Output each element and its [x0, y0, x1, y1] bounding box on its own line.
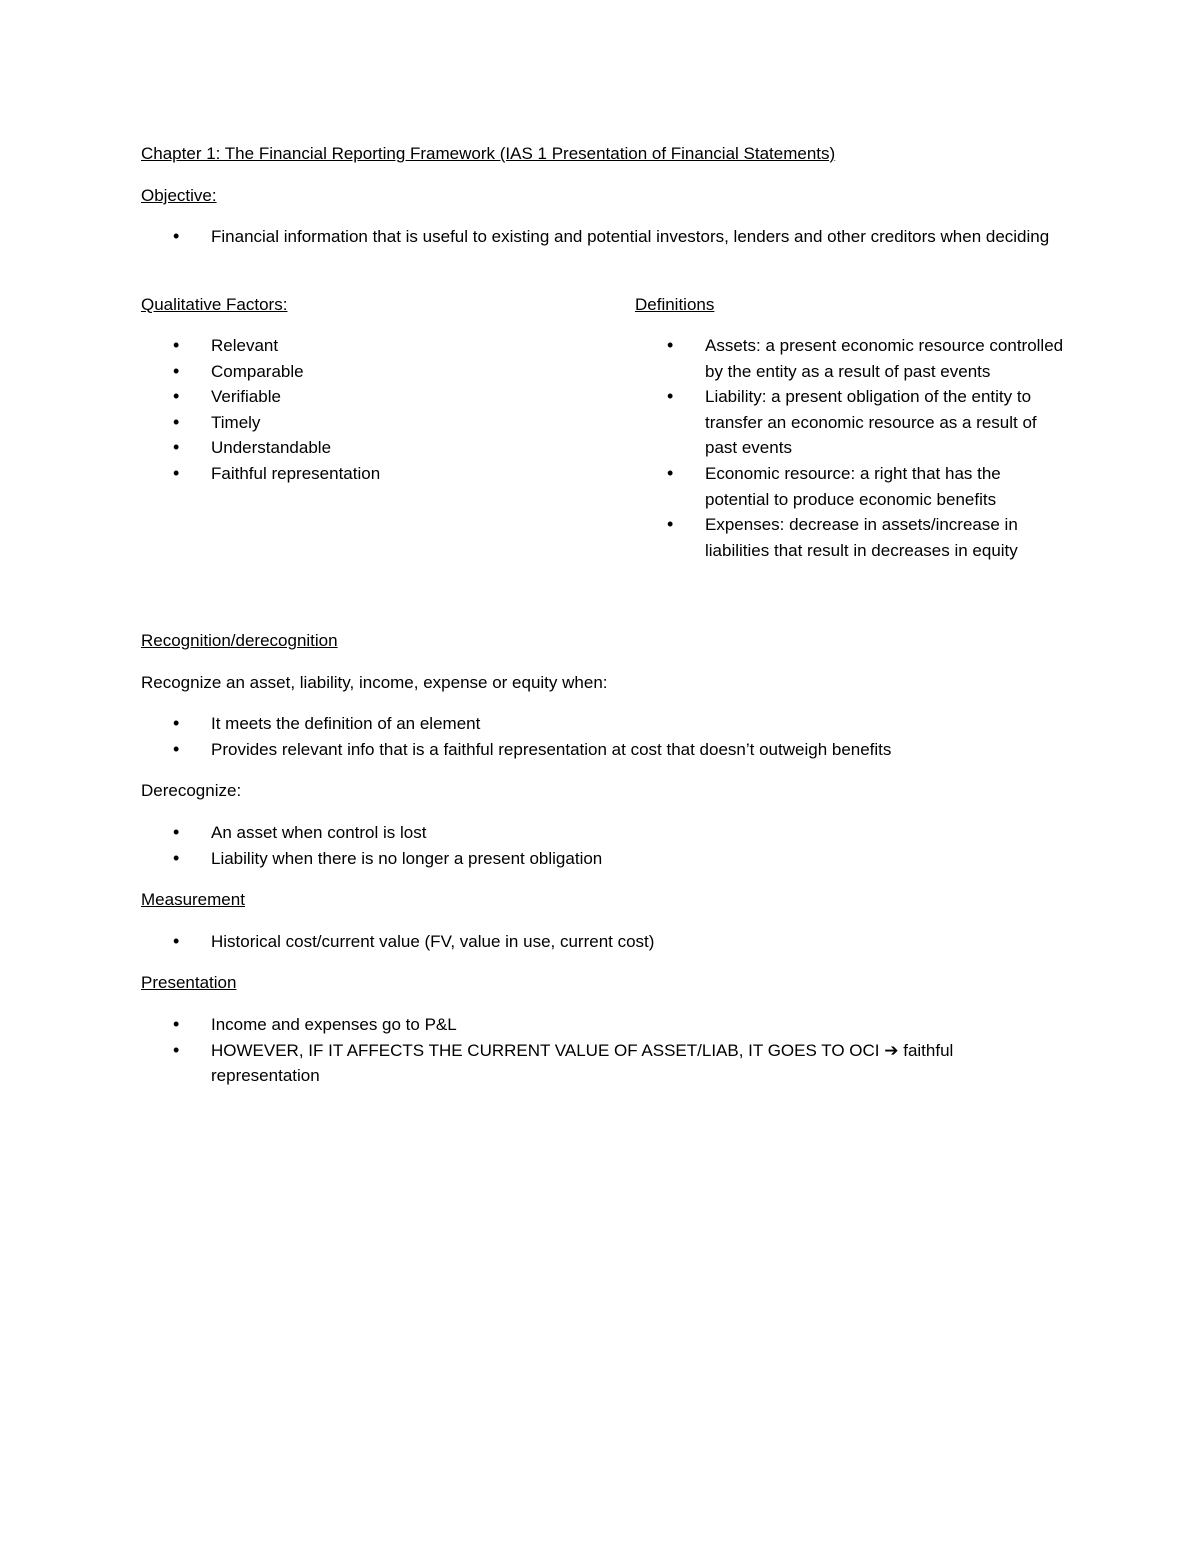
recognition-intro: Recognize an asset, liability, income, expense or equity when: [141, 673, 608, 692]
qualitative-list [141, 333, 581, 487]
objective-list [141, 224, 1061, 250]
page-title: Chapter 1: The Financial Reporting Framework (IAS 1 Presentation of Financial Statements) [141, 144, 836, 163]
list-item: • Assets: a present economic resource controlled by the entity as a result of past events [635, 333, 1065, 384]
list-item: • Expenses: decrease in assets/increase in liabilities that result in decreases in equity [635, 512, 1065, 563]
recognition-heading: Recognition/derecognition [141, 631, 338, 650]
list-item: • An asset when control is lost [141, 820, 1061, 846]
list-item: • Faithful representation [141, 461, 581, 487]
list-item: • Income and expenses go to P&L [141, 1012, 1001, 1038]
list-item: • Comparable [141, 359, 581, 385]
definitions-list [635, 333, 1065, 563]
list-item-text: faithful representation [211, 1040, 954, 1086]
objective-heading: Objective: [141, 186, 217, 205]
qualitative-heading: Qualitative Factors: [141, 295, 288, 314]
list-item-text: HOWEVER, IF IT AFFECTS THE CURRENT VALUE OF ASSET/LIAB, IT GOES TO OCI [211, 1040, 880, 1060]
list-item: • Timely [141, 410, 581, 436]
list-item: • Verifiable [141, 384, 581, 410]
list-item: • Liability when there is no longer a present obligation [141, 846, 1061, 872]
definitions-heading: Definitions [635, 295, 715, 314]
recognition-list [141, 711, 1061, 762]
list-item: • Understandable [141, 435, 581, 461]
list-item [141, 1038, 1001, 1089]
list-item: • Historical cost/current value (FV, value in use, current cost) [141, 929, 1061, 955]
list-item: • Economic resource: a right that has the potential to produce economic benefits [635, 461, 1065, 512]
derecognize-list [141, 820, 1061, 871]
measurement-heading: Measurement [141, 890, 245, 909]
list-item: • Financial information that is useful to existing and potential investors, lenders and other creditors when deciding [141, 224, 1061, 250]
list-item: • Provides relevant info that is a faithful representation at cost that doesn’t outweigh benefits [141, 737, 1061, 763]
derecognize-label: Derecognize: [141, 781, 242, 800]
presentation-list [141, 1012, 1001, 1089]
list-item: • It meets the definition of an element [141, 711, 1061, 737]
list-item: • Relevant [141, 333, 581, 359]
list-item: • Liability: a present obligation of the entity to transfer an economic resource as a result of past events [635, 384, 1065, 461]
measurement-list [141, 929, 1061, 955]
arrow-right-icon: ➔ [884, 1040, 899, 1060]
presentation-heading: Presentation [141, 973, 237, 992]
